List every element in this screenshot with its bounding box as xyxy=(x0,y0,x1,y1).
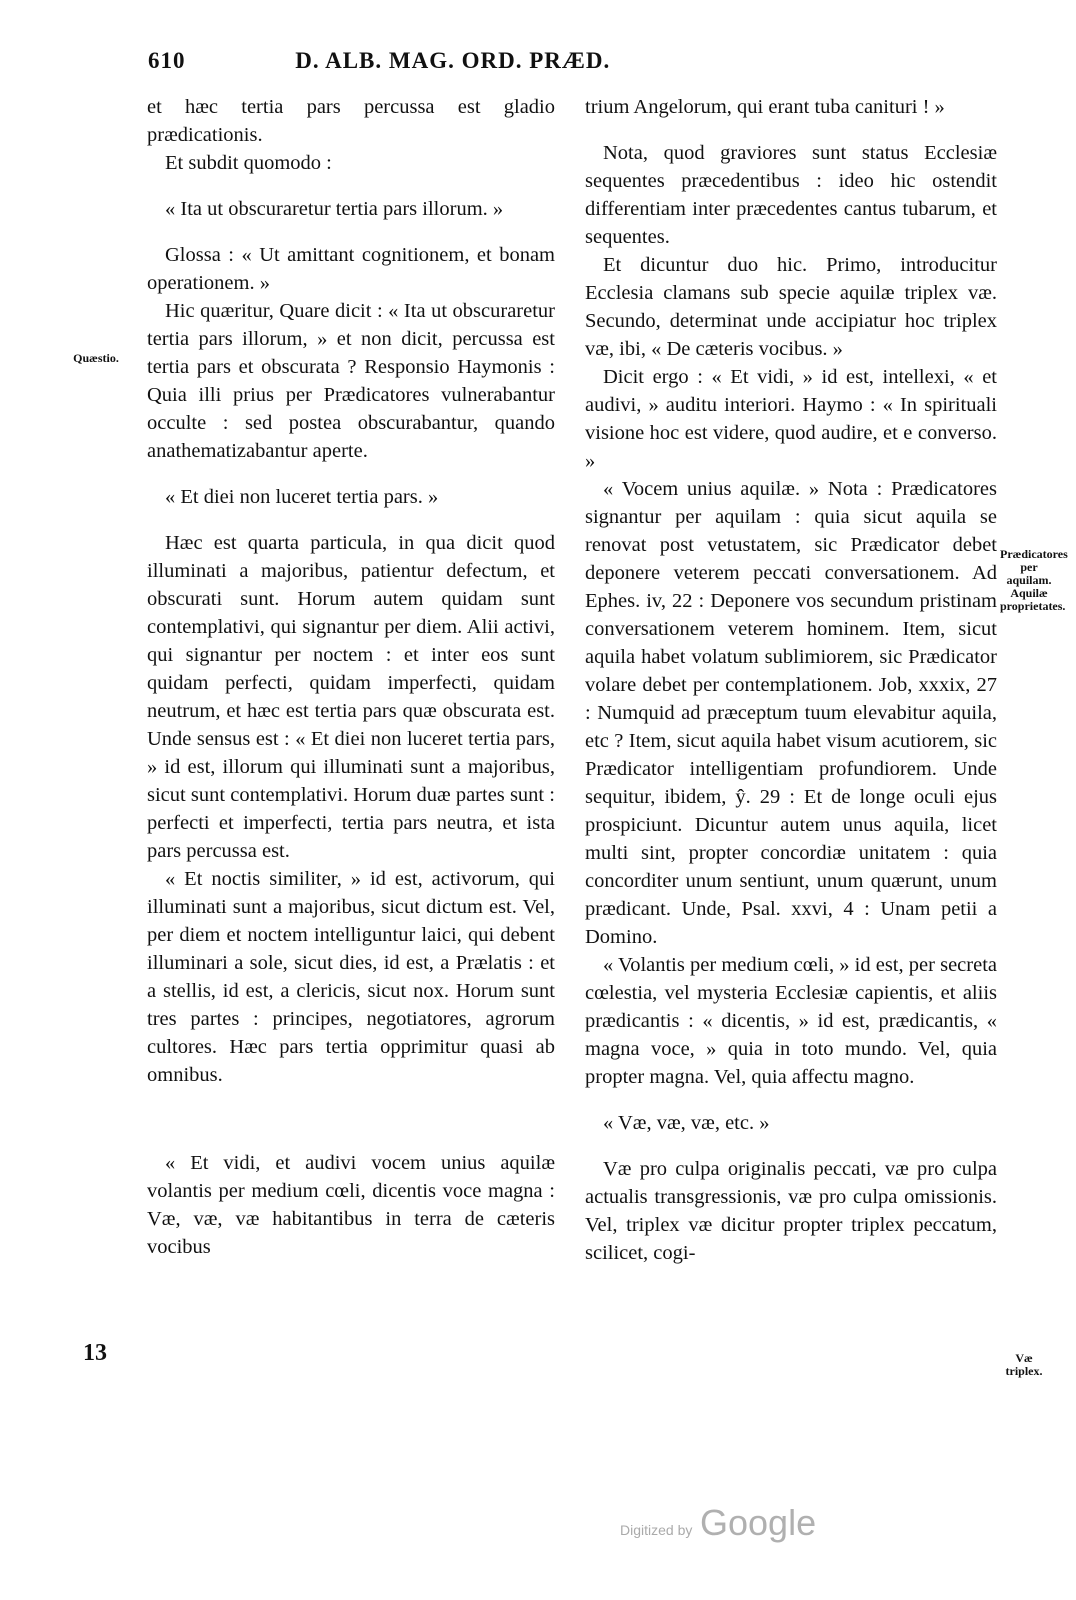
margin-note-praedicatores: Prædicatores per aquilam. Aquilæ proprietates. xyxy=(1000,547,1068,613)
spacer xyxy=(147,1119,555,1149)
left-column xyxy=(147,93,555,1261)
paragraph: Glossa : « Ut amittant cognitionem, et bonam operationem. » xyxy=(147,244,555,294)
spacer xyxy=(585,1091,997,1109)
quoted-verse: « Ita ut obscuraretur tertia pars illorum. » xyxy=(165,198,504,220)
right-column xyxy=(585,93,997,1267)
paragraph: et hæc tertia pars percussa est gladio prædicationis. xyxy=(147,96,555,146)
paragraph: « Vocem unius aquilæ. » Nota : Prædicatores signantur per aquilam : quia sicut aquila se renovat post vetustatem, sic Prædicator debet deponere veterem peccati conversationem. Ad Ephes. iv, 22 : Deponere vos secundum pristinam conversationem veterem hominem. Item, sicut aquila habet volatum sublimiorem, sic Prædicator volare debet per contemplationem. Job, xxxix, 27 : Numquid ad præceptum tuum elevabitur aquila, etc ? Item, sicut aquila habet visum acutiorem, sic Prædicator intelligentiam profundiorem. Unde sequitur, ibidem, ŷ. 29 : Et de longe oculi ejus prospiciunt. Dicuntur autem unus aquila, licet multi sint, propter concordiæ unitatem : quia concorditer unum sentiunt, unum quærunt, unum prædicant. Unde, Psal. xxvi, 4 : Unam petii a Domino. xyxy=(585,478,997,948)
paragraph: Hæc est quarta particula, in qua dicit quod illuminati a majoribus, patientur defectum, et obscurati sunt. Horum autem quidam sunt contemplativi, qui signantur per diem. Alii activi, qui signantur per noctem : et inter eos sunt quidam perfecti, quidam imperfecti, quidam neutrum, et hæc est tertia pars quæ obscurata est. Unde sensus est : « Et diei non luceret tertia pars, » id est, illorum qui illuminati sunt a majoribus, sicut sunt contemplativi. Horum duæ partes sunt : perfecti et imperfecti, tertia pars neutra, et ista pars percussa est. xyxy=(147,532,555,862)
paragraph: Nota, quod graviores sunt status Ecclesiæ sequentes præcedentibus : ideo hic ostendit differentiam inter præcedentes cantus tubarum, et sequentes. xyxy=(585,142,997,248)
quoted-verse: « Et diei non luceret tertia pars. » xyxy=(165,486,439,508)
spacer xyxy=(147,177,555,195)
paragraph: Væ pro culpa originalis peccati, væ pro culpa actualis transgressionis, væ pro culpa omissionis. Vel, triplex væ dicitur propter triplex peccatum, scilicet, cogi- xyxy=(585,1158,997,1264)
section-number: 13 xyxy=(83,1340,107,1366)
margin-note-quaestio: Quæstio. xyxy=(73,351,119,365)
paragraph: « Volantis per medium cœli, » id est, per secreta cœlestia, vel mysteria Ecclesiæ capientis, et aliis prædicantis : « dicentis, » id est, prædicantis, « magna voce, » quia in toto mundo. Vel, quia propter magna. Vel, quia affectu magno. xyxy=(585,954,997,1088)
paragraph: Et subdit quomodo : xyxy=(165,152,332,174)
paragraph: trium Angelorum, qui erant tuba canituri ! » xyxy=(585,96,945,118)
margin-note-vae: Væ triplex. xyxy=(1005,1351,1043,1378)
spacer xyxy=(585,1137,997,1155)
paragraph: Hic quæritur, Quare dicit : « Ita ut obscuraretur tertia pars illorum, » et non dicit, percussa est tertia pars et obscurata ? Responsio Haymonis : Quia illi prius per Prædicatores vulnerabantur occulte : sed postea obscurabantur, quando anathematizabantur aperte. xyxy=(147,300,555,462)
digitized-watermark xyxy=(620,1502,840,1552)
google-logo: Google xyxy=(700,1502,817,1543)
running-title: D. ALB. MAG. ORD. PRÆD. xyxy=(295,48,611,73)
spacer xyxy=(147,511,555,529)
spacer xyxy=(147,465,555,483)
paragraph: « Et noctis similiter, » id est, activorum, qui illuminati sunt a majoribus, sicut dictum est. Vel, per diem et noctem intelliguntur laici, qui debent illuminari a sole, sicut dies, id est, a Prælatis : et a stellis, id est, a clericis, sicut nox. Horum sunt tres partes : principes, negotiatores, agrorum cultores. Hæc pars tertia opprimitur quasi ab omnibus. xyxy=(147,868,555,1086)
page-number: 610 xyxy=(148,48,186,73)
paragraph: Et dicuntur duo hic. Primo, introducitur Ecclesia clamans sub specie aquilæ triplex væ. Secundo, determinat unde accipiatur hoc triplex væ, ibi, « De cæteris vocibus. » xyxy=(585,254,997,360)
page-header xyxy=(148,48,720,82)
spacer xyxy=(147,223,555,241)
quoted-verse: « Væ, væ, væ, etc. » xyxy=(603,1112,770,1134)
digitized-by-text: Digitized by xyxy=(620,1522,693,1538)
paragraph: Dicit ergo : « Et vidi, » id est, intellexi, « et audivi, » auditu interiori. Haymo : « In spirituali visione hoc est videre, quod audire, et e converso. » xyxy=(585,366,997,472)
spacer xyxy=(147,1089,555,1119)
spacer xyxy=(585,121,997,139)
quoted-verse: « Et vidi, et audivi vocem unius aquilæ volantis per medium cœli, dicentis voce magna : Væ, væ, væ habitantibus in terra de cæteris vocibus xyxy=(147,1152,555,1258)
